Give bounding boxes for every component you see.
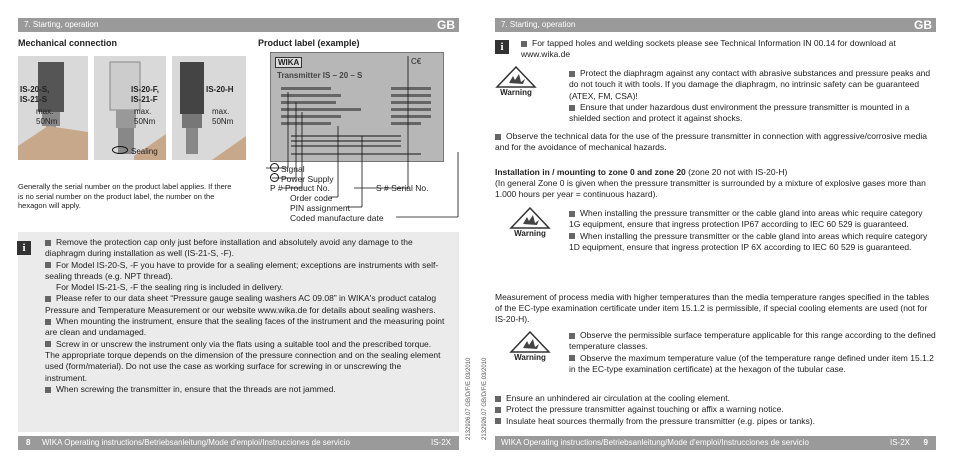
list-item: When mounting the instrument, ensure that the sealing faces of the instrument and the measuring point are clean and undamaged.: [45, 316, 445, 338]
final-list: [495, 393, 936, 427]
model-label: IS-20-F, IS-21-F: [131, 85, 160, 104]
serial-note: Generally the serial number on the product label applies. If there is no serial number on the product label, the number on the hexagon will apply.: [18, 182, 232, 210]
warning-list-2: [569, 208, 936, 253]
list-item: When installing the pressure transmitter or the cable gland into areas whic require category 1G equipment, ensure that ingress protection IP67 according to IEC 60 529 is guaranteed.: [569, 208, 923, 230]
callout-pin: PIN assignment: [290, 203, 350, 213]
info-icon: i: [495, 40, 509, 54]
model-label: IS-20-S, IS-21-S: [20, 85, 50, 104]
observe-note: Observe the technical data for the use of the pressure transmitter in connection with aggressive/corrosive media and for the avoidance of mechanical hazards.: [495, 131, 927, 153]
page-number: 9: [923, 438, 928, 447]
footer: [495, 436, 936, 450]
list-item: Ensure an unhindered air circulation at the cooling element.: [495, 393, 936, 404]
torque-label: max. 50Nm: [134, 107, 156, 126]
language-badge: GB: [437, 18, 455, 32]
transmitter-image: [172, 56, 246, 160]
document-number: 2132926.07 GB/D/F/E 03/2010: [466, 357, 472, 440]
bullet-list: [45, 237, 445, 395]
product-label-title: Product label (example): [258, 38, 360, 48]
warning-explosion-icon: [509, 331, 551, 353]
warning-label: Warning: [514, 229, 546, 238]
header-text: 7. Starting, operation: [501, 20, 576, 29]
info-note: For tapped holes and welding sockets please see Technical Information IN 00.14 for download at www.wika.de: [521, 38, 896, 60]
sealing-label: Sealing: [131, 147, 158, 156]
info-icon: i: [17, 241, 31, 255]
list-item: Remove the protection cap only just before installation and absolutely avoid any damage to the diaphragm during installation as well (IS-21-S, -F).: [45, 237, 413, 259]
footer: [18, 436, 459, 450]
list-item: Protect the diaphragm against any contact with abrasive substances and pressure peaks and do not touch it with tools. If you damage the diaphragm, no intrinsic safety can be guaranteed (ATEX, FM, CSA)!: [569, 68, 931, 101]
power-icon: [270, 173, 279, 182]
list-item: Screw in or unscrew the instrument only via the flats using a suitable tool and the prescribed torque. The appropriate torque depends on the dimension of the pressure connection and on the sealing element used (form/material). Do not use the case as working surface for screwing in or unscrewing the instrument.: [45, 338, 441, 383]
list-item: Ensure that under hazardous dust environment the pressure transmitter is mounted in a shielded section and protect it against shocks.: [569, 101, 910, 124]
sealing-ring-icon: [112, 146, 128, 154]
callout-product-no: P # Product No.: [270, 183, 330, 193]
list-item: When installing the pressure transmitter or the cable gland into areas which require category 1D equipment, ensure that ingress protection IP 6X according to IEC 60 529 is guaranteed.: [569, 230, 928, 252]
callout-serial-no: S # Serial No.: [376, 183, 429, 193]
language-badge: GB: [914, 18, 932, 32]
list-item: Observe the permissible surface temperature applicable for this range according to the defined temperature classes.: [569, 330, 936, 352]
wika-logo: WIKA: [275, 57, 302, 68]
zone-text: (In general Zone 0 is given when the pressure transmitter is surrounded by a mixture of explosive gases more than 1.000 hours per year = continuous hazard).: [495, 178, 926, 199]
photo-is-20-h: [172, 56, 246, 160]
torque-label: max. 50Nm: [36, 107, 58, 126]
document-number: 2132926.07 GB/D/F/E 03/2010: [482, 357, 488, 440]
section-header: [18, 18, 459, 32]
warning-explosion-icon: [495, 66, 537, 88]
callout-signal: Signal: [270, 163, 305, 175]
list-item: Observe the maximum temperature value (of the temperature range defined under item 15.1.2 in the EC-type examination certificate) at the hexagon of the tubular case.: [569, 352, 934, 374]
model-label: IS-20-H: [206, 85, 234, 94]
warning-explosion-icon: [509, 207, 551, 229]
list-item: Please refer to our data sheet “Pressure gauge sealing washers AC 09.08” in WIKA's product catalog Pressure and Temperature Measurement or our website www.wika.de for details about sealing washers.: [45, 293, 437, 315]
warning-sign: [495, 66, 537, 106]
ce-mark-icon: C€: [411, 57, 422, 66]
callout-power: Power Supply: [270, 173, 333, 185]
list-item: For Model IS-20-S, -F you have to provide for a sealing element; exceptions are instruments with self-sealing threads (e.g. NPT thread). For Model IS-21-S, -F the sealing ring is included in delivery.: [45, 259, 439, 293]
torque-label: max. 50Nm: [212, 107, 234, 126]
warning-label: Warning: [500, 88, 532, 97]
mechanical-connection-title: Mechanical connection: [18, 38, 118, 48]
list-item: Protect the pressure transmitter against touching or affix a warning notice.: [495, 404, 936, 415]
footer-text: WIKA Operating instructions/Betriebsanleitung/Mode d'emploi/Instrucciones de servicio: [42, 438, 350, 447]
warning-list-3: [569, 330, 936, 375]
list-item: When screwing the transmitter in, ensure that the threads are not jammed.: [45, 384, 445, 395]
label-title: Transmitter IS – 20 – S: [277, 71, 363, 80]
section-header: [495, 18, 936, 32]
signal-icon: [270, 163, 279, 172]
footer-text: WIKA Operating instructions/Betriebsanleitung/Mode d'emploi/Instrucciones de servicio: [501, 438, 809, 447]
callout-coded-date: Coded manufacture date: [290, 213, 384, 223]
footer-code: IS-2X: [430, 438, 451, 447]
header-text: 7. Starting, operation: [24, 20, 99, 29]
warning-list-1: [569, 68, 936, 124]
media-text: Measurement of process media with higher temperatures than the media temperature ranges specified in the tables of the EC-type examination certificate under item 15.1.2 is permissible, if special cooling elements are used (not for IS-20-H).: [495, 292, 930, 324]
warning-sign: [509, 331, 551, 371]
zone-title: Installation in / mounting to zone 0 and zone 20 (zone 20 not with IS-20-H): [495, 167, 788, 177]
footer-code: IS-2X: [889, 438, 910, 447]
warning-label: Warning: [514, 353, 546, 362]
list-item: Insulate heat sources thermally from the pressure transmitter (e.g. pipes or tanks).: [495, 416, 936, 427]
callout-order-code: Order code: [290, 193, 333, 203]
right-page: [477, 0, 954, 471]
warning-sign: [509, 207, 551, 247]
page-number: 8: [26, 438, 31, 447]
